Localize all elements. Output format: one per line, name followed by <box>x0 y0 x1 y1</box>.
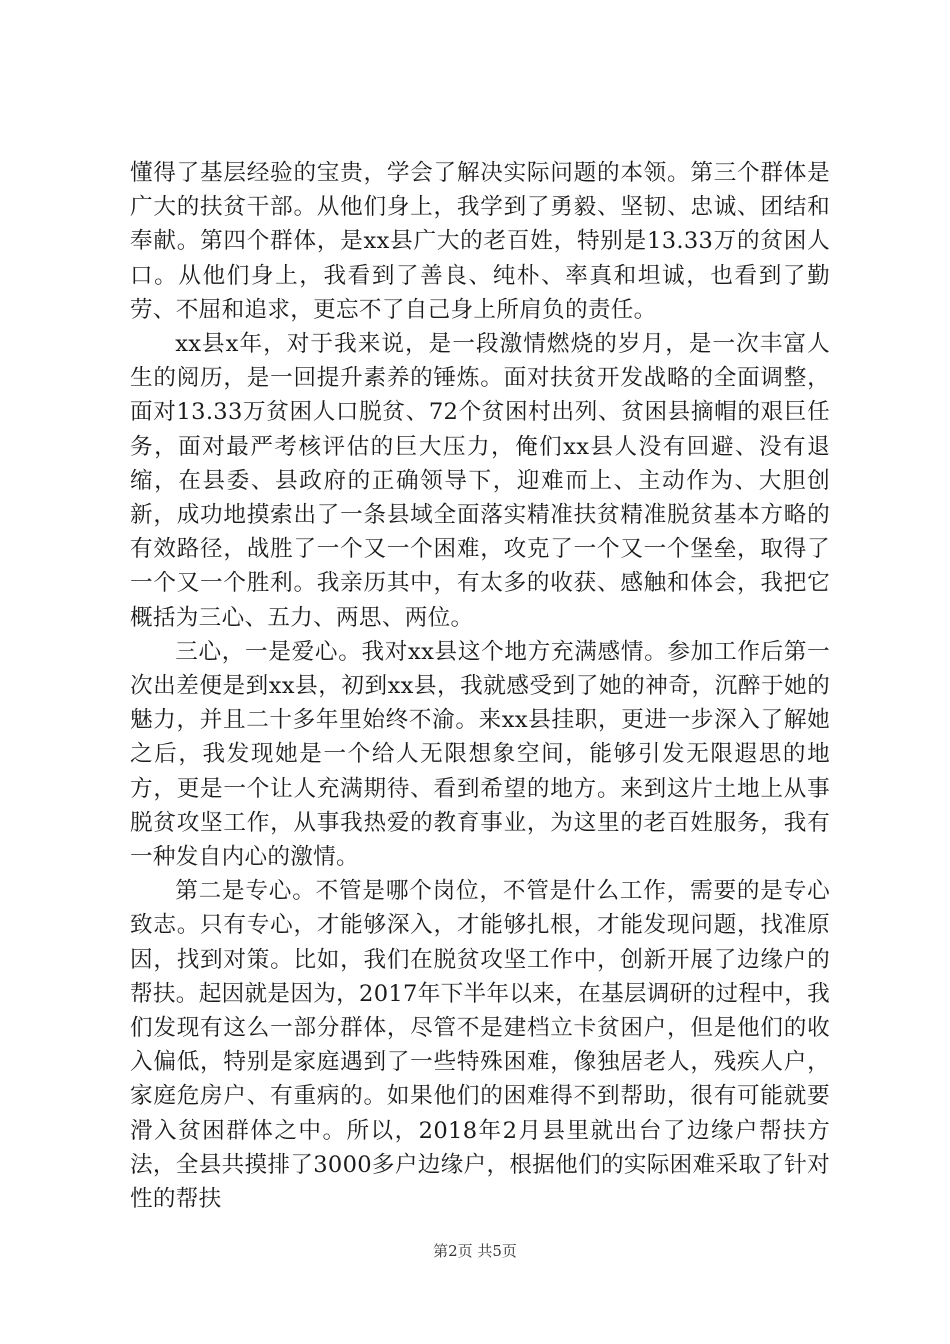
paragraph-1: 懂得了基层经验的宝贵，学会了解决实际问题的本领。第三个群体是广大的扶贫干部。从他们身上，我学到了勇毅、坚韧、忠诚、团结和奉献。第四个群体，是xx县广大的老百姓，特别是13.33万的贫困人口。从他们身上，我看到了善良、纯朴、率真和坦诚，也看到了勤劳、不屈和追求，更忘不了自己身上所肩负的责任。 <box>130 160 830 323</box>
document-body <box>130 156 830 1216</box>
paragraph-3: 三心，一是爱心。我对xx县这个地方充满感情。参加工作后第一次出差便是到xx县，初到xx县，我就感受到了她的神奇，沉醉于她的魅力，并且二十多年里始终不渝。来xx县挂职，更进一步深入了解她之后，我发现她是一个给人无限想象空间，能够引发无限遐思的地方，更是一个让人充满期待、看到希望的地方。来到这片土地上从事脱贫攻坚工作，从事我热爱的教育事业，为这里的老百姓服务，我有一种发自内心的激情。 <box>130 638 830 871</box>
paragraph-4: 第二是专心。不管是哪个岗位，不管是什么工作，需要的是专心致志。只有专心，才能够深入，才能够扎根，才能发现问题，找准原因，找到对策。比如，我们在脱贫攻坚工作中，创新开展了边缘户的帮扶。起因就是因为，2017年下半年以来，在基层调研的过程中，我们发现有这么一部分群体，尽管不是建档立卡贫困户，但是他们的收入偏低，特别是家庭遇到了一些特殊困难，像独居老人，残疾人户，家庭危房户、有重病的。如果他们的困难得不到帮助，很有可能就要滑入贫困群体之中。所以，2018年2月县里就出台了边缘户帮扶方法，全县共摸排了3000多户边缘户，根据他们的实际困难采取了针对性的帮扶 <box>130 878 830 1213</box>
page-number-footer: 第2页 共5页 <box>433 1242 517 1260</box>
paragraph-2: xx县x年，对于我来说，是一段激情燃烧的岁月，是一次丰富人生的阅历，是一回提升素养的锤炼。面对扶贫开发战略的全面调整，面对13.33万贫困人口脱贫、72个贫困村出列、贫困县摘帽的艰巨任务，面对最严考核评估的巨大压力，俺们xx县人没有回避、没有退缩，在县委、县政府的正确领导下，迎难而上、主动作为、大胆创新，成功地摸索出了一条县域全面落实精准扶贫精准脱贫基本方略的有效路径，战胜了一个又一个困难，攻克了一个又一个堡垒，取得了一个又一个胜利。我亲历其中，有太多的收获、感触和体会，我把它概括为三心、五力、两思、两位。 <box>130 331 830 631</box>
